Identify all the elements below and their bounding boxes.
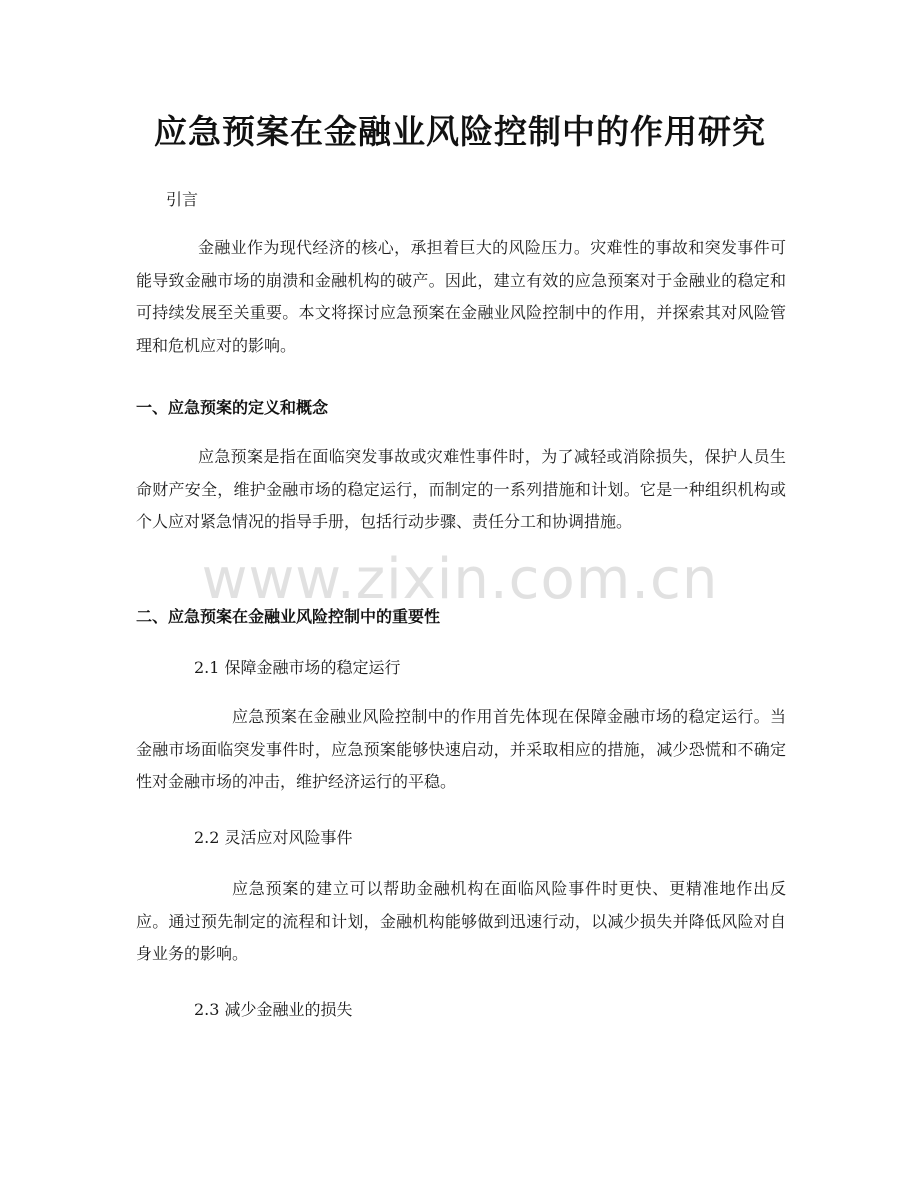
- subsection-2-2-paragraph: 应急预案的建立可以帮助金融机构在面临风险事件时更快、更精准地作出反应。通过预先制定的流程和计划，金融机构能够做到迅速行动，以减少损失并降低风险对自身业务的影响。: [136, 879, 786, 963]
- section2-heading: 二、应急预案在金融业风险控制中的重要性: [136, 607, 441, 626]
- subsection-2-1-paragraph: 应急预案在金融业风险控制中的作用首先体现在保障金融市场的稳定运行。当金融市场面临突发事件时，应急预案能够快速启动，并采取相应的措施，减少恐慌和不确定性对金融市场的冲击，维护经济运行的平稳。: [136, 707, 786, 791]
- section1-heading: 一、应急预案的定义和概念: [136, 398, 329, 417]
- document-title: 应急预案在金融业风险控制中的作用研究: [154, 112, 766, 151]
- subsection-2-1-heading: 2.1 保障金融市场的稳定运行: [194, 658, 401, 677]
- intro-paragraph: 金融业作为现代经济的核心，承担着巨大的风险压力。灾难性的事故和突发事件可能导致金融市场的崩溃和金融机构的破产。因此，建立有效的应急预案对于金融业的稳定和可持续发展至关重要。本文将探讨应急预案在金融业风险控制中的作用，并探索其对风险管理和危机应对的影响。: [136, 238, 786, 355]
- watermark: www.zixin.com.cn: [201, 547, 719, 612]
- section1-paragraph: 应急预案是指在面临突发事故或灾难性事件时，为了减轻或消除损失，保护人员生命财产安全，维护金融市场的稳定运行，而制定的一系列措施和计划。它是一种组织机构或个人应对紧急情况的指导手册，包括行动步骤、责任分工和协调措施。: [136, 447, 786, 531]
- subsection-2-3-heading: 2.3 减少金融业的损失: [194, 1000, 353, 1019]
- subsection-2-2-heading: 2.2 灵活应对风险事件: [194, 828, 353, 847]
- intro-label: 引言: [166, 190, 199, 209]
